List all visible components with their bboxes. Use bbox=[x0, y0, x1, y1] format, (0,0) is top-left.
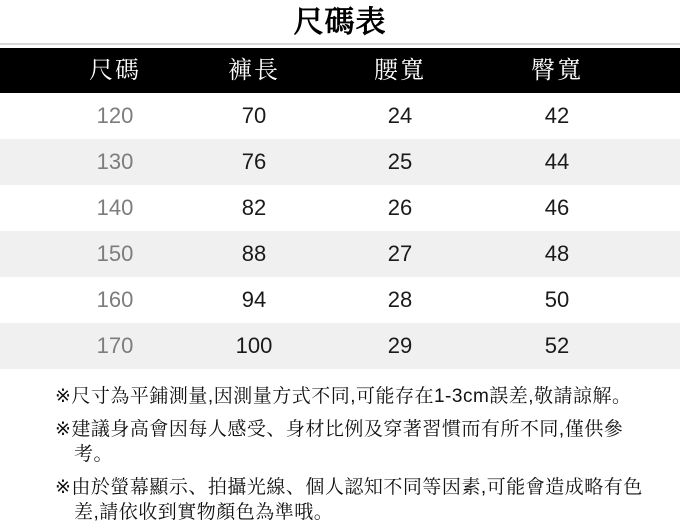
table-row bbox=[0, 185, 680, 231]
table-cell-size: 120 bbox=[96, 103, 134, 128]
column-header-waist-width: 腰寬 bbox=[374, 57, 426, 84]
table-cell-value: 25 bbox=[387, 149, 413, 174]
table-row bbox=[0, 93, 680, 139]
table-cell-value: 44 bbox=[544, 149, 570, 174]
table-cell-value: 82 bbox=[241, 195, 267, 220]
table-cell-value: 70 bbox=[241, 103, 267, 128]
note-height-reference: ※建議身高會因每人感受、身材比例及穿著習慣而有所不同,僅供參考。 bbox=[55, 419, 624, 466]
column-header-size: 尺碼 bbox=[89, 57, 141, 84]
table-cell-value: 48 bbox=[544, 241, 570, 266]
table-cell-value: 100 bbox=[235, 333, 273, 358]
column-header-hip-width: 臀寬 bbox=[531, 57, 583, 84]
table-cell-value: 27 bbox=[387, 241, 413, 266]
table-row bbox=[0, 231, 680, 277]
table-cell-size: 150 bbox=[96, 241, 134, 266]
table-cell-size: 130 bbox=[96, 149, 134, 174]
table-cell-size: 160 bbox=[96, 287, 134, 312]
table-cell-value: 76 bbox=[241, 149, 267, 174]
table-cell-value: 46 bbox=[544, 195, 570, 220]
note-color-difference: ※由於螢幕顯示、拍攝光線、個人認知不同等因素,可能會造成略有色差,請依收到實物顏色為準哦。 bbox=[55, 477, 643, 524]
size-table bbox=[0, 48, 680, 369]
column-header-pant-length: 褲長 bbox=[228, 57, 280, 84]
notes-section bbox=[0, 384, 680, 525]
size-chart-page bbox=[0, 5, 680, 524]
table-row bbox=[0, 277, 680, 323]
table-cell-value: 50 bbox=[544, 287, 570, 312]
table-cell-value: 94 bbox=[241, 287, 267, 312]
table-cell-value: 52 bbox=[544, 333, 570, 358]
table-cell-value: 29 bbox=[387, 333, 413, 358]
note-measurement-tolerance: ※尺寸為平鋪測量,因測量方式不同,可能存在1-3cm誤差,敬請諒解。 bbox=[55, 386, 632, 407]
table-cell-value: 26 bbox=[387, 195, 413, 220]
table-body bbox=[0, 93, 680, 369]
table-cell-value: 28 bbox=[387, 287, 413, 312]
table-cell-value: 24 bbox=[387, 103, 413, 128]
table-cell-value: 88 bbox=[241, 241, 267, 266]
table-cell-size: 170 bbox=[96, 333, 134, 358]
page-title: 尺碼表 bbox=[293, 6, 387, 39]
table-cell-size: 140 bbox=[96, 195, 134, 220]
table-cell-value: 42 bbox=[544, 103, 570, 128]
table-row bbox=[0, 139, 680, 185]
table-row bbox=[0, 323, 680, 369]
table-header-row bbox=[0, 48, 680, 93]
